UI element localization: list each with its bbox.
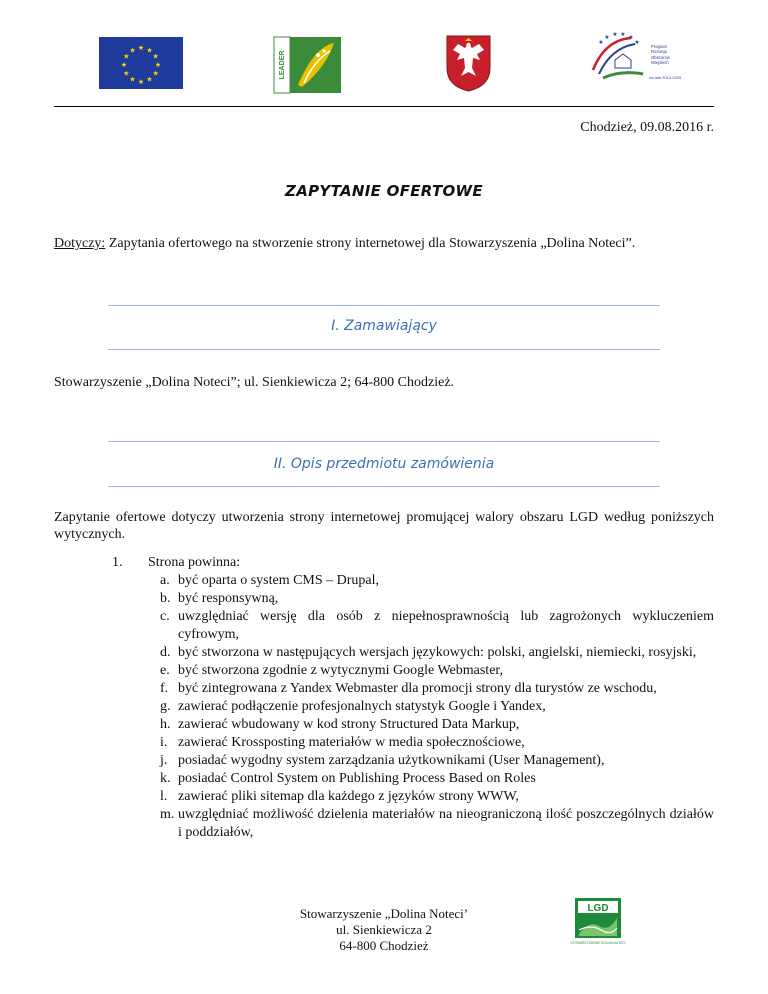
section-1-body: Stowarzyszenie „Dolina Noteci”; ul. Sienkiewicza 2; 64-800 Chodzież. bbox=[54, 375, 455, 390]
section-1-top-rule bbox=[108, 305, 660, 306]
list-item-letter: h. bbox=[160, 717, 171, 732]
lgd-logo-text: LGD bbox=[587, 903, 609, 914]
list-item-text: uwzględniać wersję dla osób z niepełnosprawnością lub zagrożonych wykluczeniem cyfrowym, bbox=[178, 609, 714, 642]
svg-text:★: ★ bbox=[123, 52, 130, 61]
svg-text:★: ★ bbox=[152, 52, 159, 61]
svg-text:★: ★ bbox=[604, 34, 610, 41]
subject-line bbox=[54, 236, 635, 252]
leader-logo-icon bbox=[274, 37, 341, 93]
list-item bbox=[160, 788, 714, 806]
list-item-text: zawierać pliki sitemap dla każdego z języków strony WWW, bbox=[178, 789, 519, 804]
prow-logo-icon bbox=[585, 30, 685, 84]
list-item-letter: d. bbox=[160, 645, 171, 660]
list-item-text: być stworzona w następujących wersjach językowych: polski, angielski, niemiecki, rosyjski, bbox=[178, 645, 697, 660]
leader-logo-text: LEADER bbox=[278, 50, 286, 80]
subject-label: Dotyczy: bbox=[54, 236, 106, 251]
list-item bbox=[160, 734, 714, 752]
section-1-heading: I. Zamawiający bbox=[331, 318, 437, 334]
list-item-letter: f. bbox=[160, 681, 169, 696]
list-item bbox=[160, 644, 714, 662]
list-item bbox=[160, 698, 714, 716]
list-intro: Strona powinna: bbox=[148, 555, 241, 570]
list-item-letter: a. bbox=[160, 573, 170, 588]
list-item-text: być stworzona zgodnie z wytycznymi Google Webmaster, bbox=[178, 663, 504, 678]
list-item bbox=[160, 662, 714, 680]
document-date: Chodzież, 09.08.2016 r. bbox=[580, 120, 714, 135]
svg-text:★: ★ bbox=[628, 34, 634, 41]
svg-text:★: ★ bbox=[598, 39, 604, 46]
lgd-logo-icon bbox=[570, 898, 626, 950]
list-item-text: być oparta o system CMS – Drupal, bbox=[178, 573, 380, 588]
list-item-text: zawierać podłączenie profesjonalnych statystyk Google i Yandex, bbox=[178, 699, 546, 714]
list-item-text: posiadać Control System on Publishing Process Based on Roles bbox=[178, 771, 536, 786]
list-number: 1. bbox=[112, 555, 123, 570]
list-item bbox=[160, 752, 714, 770]
prow-logo-years: na lata 2014-2020 bbox=[649, 75, 682, 80]
header-rule bbox=[54, 106, 714, 107]
list-item bbox=[160, 716, 714, 734]
footer-line-1: Stowarzyszenie „Dolina Noteci’ bbox=[299, 906, 469, 921]
list-item-letter: e. bbox=[160, 663, 170, 678]
list-item bbox=[160, 806, 714, 842]
svg-text:★: ★ bbox=[123, 69, 130, 78]
section-2-bottom-rule bbox=[108, 486, 660, 487]
footer-address bbox=[0, 906, 768, 954]
list-item-letter: b. bbox=[160, 591, 171, 606]
list-item-letter: m. bbox=[160, 807, 175, 822]
document-title: ZAPYTANIE OFERTOWE bbox=[285, 182, 483, 200]
subject-text: Zapytania ofertowego na stworzenie strony internetowej dla Stowarzyszenia „Dolina Noteci”. bbox=[105, 236, 636, 251]
list-item-letter: j. bbox=[160, 753, 168, 768]
list-sub-items bbox=[112, 572, 714, 842]
svg-text:★: ★ bbox=[634, 39, 640, 46]
footer-line-2: ul. Sienkiewicza 2 bbox=[336, 922, 432, 937]
svg-text:★: ★ bbox=[120, 61, 128, 69]
section-1-bottom-rule bbox=[108, 349, 660, 350]
list-item-letter: l. bbox=[160, 789, 168, 804]
list-item-text: zawierać Krossposting materiałów w media społecznościowe, bbox=[178, 735, 525, 750]
list-item-letter: g. bbox=[160, 699, 171, 714]
svg-text:★: ★ bbox=[620, 31, 626, 38]
list-item-text: być responsywną, bbox=[178, 591, 279, 606]
list-item-letter: c. bbox=[160, 609, 170, 624]
svg-text:★: ★ bbox=[129, 75, 136, 84]
svg-text:★: ★ bbox=[146, 46, 153, 55]
lgd-logo-subtext: STOWARZYSZENIE DOLINA NOTECI bbox=[570, 941, 626, 945]
list-item-header bbox=[112, 554, 714, 572]
list-item bbox=[160, 608, 714, 644]
list-item-text: uwzględniać możliwość dzielenia materiałów na nieograniczoną ilość poszczególnych działów i poddziałów, bbox=[178, 807, 714, 840]
list-item-letter: k. bbox=[160, 771, 171, 786]
list-item-text: być zintegrowana z Yandex Webmaster dla promocji strony dla turystów ze wschodu, bbox=[178, 681, 657, 696]
list-item bbox=[160, 770, 714, 788]
section-2-heading: II. Opis przedmiotu zamówienia bbox=[273, 456, 495, 472]
svg-text:★: ★ bbox=[129, 46, 136, 55]
list-item-letter: i. bbox=[160, 735, 168, 750]
svg-text:★: ★ bbox=[152, 69, 159, 78]
eu-flag-icon bbox=[99, 37, 183, 89]
list-item bbox=[160, 680, 714, 698]
list-item bbox=[160, 572, 714, 590]
eagle-crest-icon bbox=[446, 34, 491, 92]
svg-text:★: ★ bbox=[137, 78, 145, 86]
list-item-text: zawierać wbudowany w kod strony Structured Data Markup, bbox=[178, 717, 520, 732]
section-2-top-rule bbox=[108, 441, 660, 442]
svg-text:★: ★ bbox=[146, 75, 153, 84]
footer-line-3: 64-800 Chodzież bbox=[339, 938, 429, 953]
prow-logo-text: Program Rozwoju Obszarów Wiejskich bbox=[651, 44, 670, 66]
svg-text:★: ★ bbox=[154, 61, 162, 69]
list-item bbox=[160, 590, 714, 608]
section-2-body: Zapytanie ofertowe dotyczy utworzenia strony internetowej promującej walory obszaru LGD według poniższych wytycznych. bbox=[54, 510, 714, 542]
list-item-text: posiadać wygodny system zarządzania użytkownikami (User Management), bbox=[178, 753, 605, 768]
svg-text:★: ★ bbox=[612, 31, 618, 38]
requirements-list bbox=[112, 554, 714, 842]
svg-text:★: ★ bbox=[137, 44, 145, 52]
